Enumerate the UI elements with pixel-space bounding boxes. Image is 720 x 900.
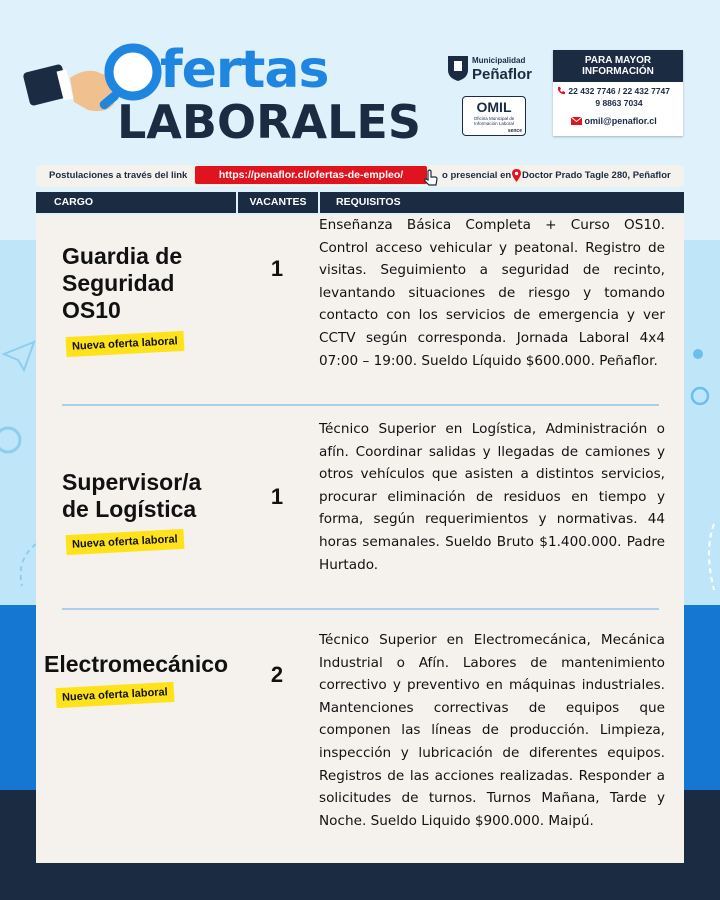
dashed-curve-icon <box>684 520 720 600</box>
job-requirements: Técnico Superior en Logística, Administración o afín. Coordinar salidas y llegadas de camiones y otros vehículos que asisten a distintos servicios, procurar eliminación de residuos en tiempo y forma, según requerimientos y normativas. 44 horas semanales. Sueldo Bruto $1.400.000. Padre Hurtado. <box>319 421 665 573</box>
omil-subtitle: Oficina Municipal de Información Laboral <box>473 116 515 126</box>
job-title-electromecanico: Electromecánico <box>44 651 229 677</box>
application-url-link[interactable]: https://penaflor.cl/ofertas-de-empleo/ <box>195 166 427 184</box>
link-bar-middle: o presencial en <box>442 170 512 181</box>
phone-icon <box>557 86 566 95</box>
contact-info-box <box>553 50 683 136</box>
municipality-name: Peñaflor <box>472 66 533 83</box>
municipality-shield-icon <box>446 52 470 82</box>
column-header-requisitos: REQUISITOS <box>320 192 684 213</box>
link-bar-prefix: Postulaciones a través del link <box>49 170 188 181</box>
job-requirements: Técnico Superior en Electromecánica, Mecánica Industrial o Afín. Labores de mantenimiento correctivo y preventivo en máquinas industriales. Mantenciones correctivas de equipos que componen las líneas de producción. Limpieza, inspección y lubricación de diferentes equipos. Registros de las acciones realizadas. Responder a solicitudes de turnos. Turnos Mañana, Tarde y Noche. Sueldo Liquido $900.000. Maipú. <box>319 632 665 829</box>
column-header-vacantes: VACANTES <box>238 192 318 213</box>
phone-number-mobile: 9 8863 7034 <box>595 98 643 108</box>
municipality-label: Municipalidad <box>472 56 526 65</box>
title-ofertas: fertas <box>160 40 329 100</box>
title-laborales: LABORALES <box>117 95 421 149</box>
row-divider <box>62 608 659 610</box>
circle-outline-icon <box>0 420 36 460</box>
job-title-guardia: Guardia de Seguridad OS10 <box>62 243 183 323</box>
row-divider <box>62 404 659 406</box>
sence-logo-text: sence <box>507 128 522 134</box>
application-link-bar <box>36 165 684 187</box>
phone-numbers: 22 432 7746 / 22 432 7747 <box>557 86 681 96</box>
dots-icon <box>686 340 720 420</box>
job-title-supervisor: Supervisor/a de Logística <box>62 469 202 522</box>
vacancies-count: 1 <box>270 484 284 509</box>
email-contact[interactable]: omil@penaflor.cl <box>571 116 681 126</box>
job-requirements: Enseñanza Básica Completa + Curso OS10. Control acceso vehicular y peatonal. Registro de visitas. Seguimiento a seguridad de recinto, levantando situaciones de riesgo y tomando contacto con los servicios de emergencia y ver CCTV según corresponda. Jornada Laboral 4x4 07:00 – 19:00. Sueldo Líquido $600.000. Peñaflor. <box>319 217 665 369</box>
new-offer-badge: Nueva oferta laboral <box>66 331 185 357</box>
contact-info-heading: PARA MAYOR INFORMACIÓN <box>553 50 683 82</box>
new-offer-badge: Nueva oferta laboral <box>56 682 175 708</box>
paper-plane-icon <box>0 330 40 390</box>
omil-name: OMIL <box>476 99 512 115</box>
new-offer-badge: Nueva oferta laboral <box>66 529 185 555</box>
office-address: Doctor Prado Tagle 280, Peñaflor <box>522 170 671 181</box>
vacancies-count: 2 <box>270 662 284 687</box>
omil-logo <box>462 96 526 136</box>
mail-icon <box>571 117 582 125</box>
location-pin-icon <box>512 169 521 182</box>
pointer-hand-icon <box>422 169 442 187</box>
column-header-cargo: CARGO <box>36 192 236 213</box>
vacancies-count: 1 <box>270 256 284 281</box>
